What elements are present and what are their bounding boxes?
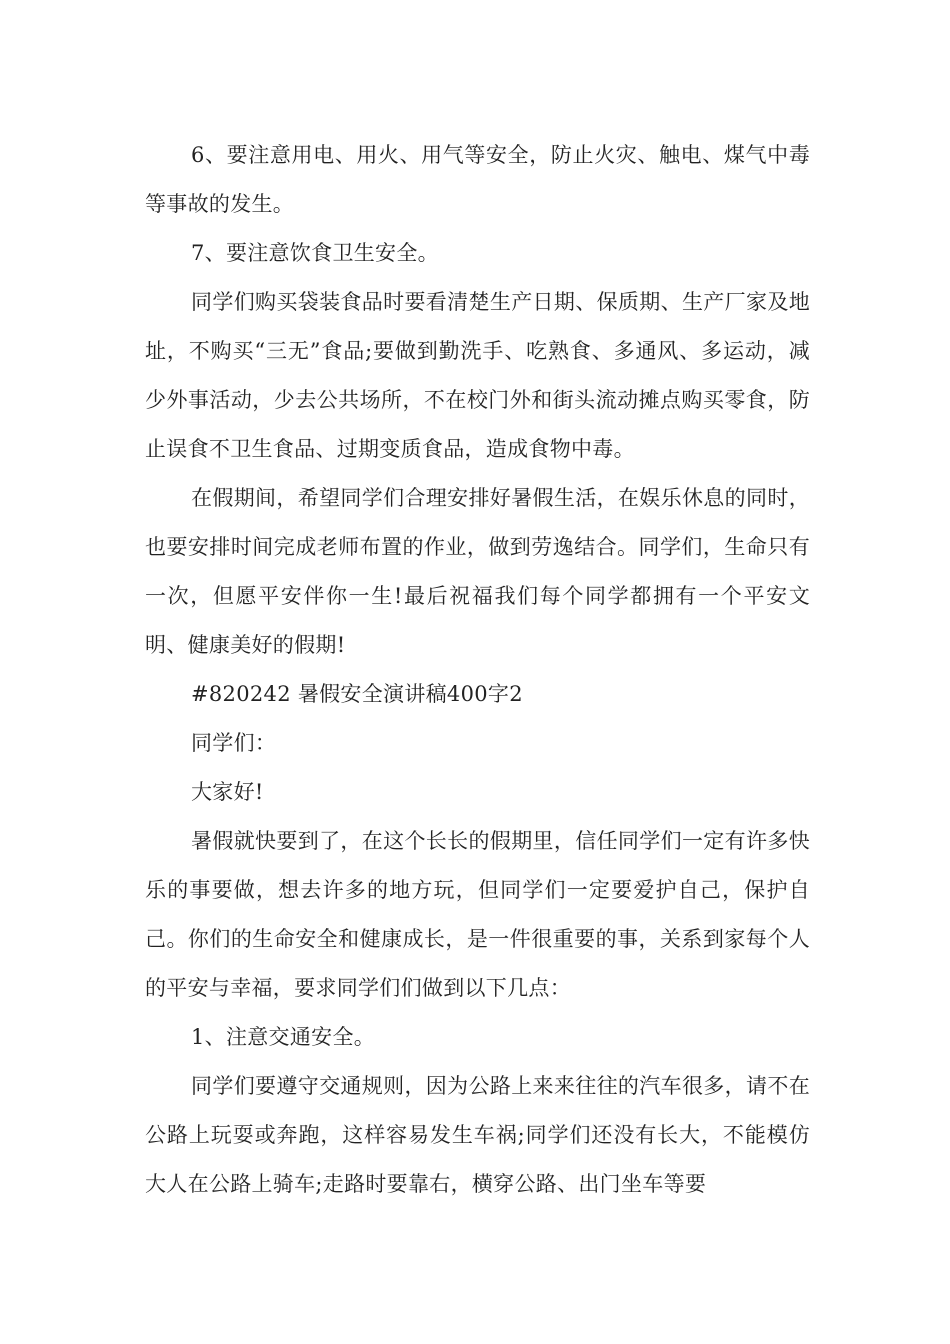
paragraph-holiday-wishes: 在假期间，希望同学们合理安排好暑假生活，在娱乐休息的同时，也要安排时间完成老师布置的作业，做到劳逸结合。同学们，生命只有一次，但愿平安伴你一生!最后祝福我们每个同学都拥有一个平安文明、健康美好的假期! — [145, 486, 810, 657]
document-body — [145, 131, 810, 1209]
paragraph-item-6-safety: 6、要注意用电、用火、用气等安全，防止火灾、触电、煤气中毒等事故的发生。 — [145, 143, 810, 216]
greeting: 大家好! — [191, 780, 264, 804]
paragraph-intro: 暑假就快要到了，在这个长长的假期里，信任同学们一定有许多快乐的事要做，想去许多的地方玩，但同学们一定要爱护自己，保护自己。你们的生命安全和健康成长，是一件很重要的事，关系到家每个人的平安与幸福，要求同学们们做到以下几点： — [145, 829, 810, 1000]
paragraph-item-7-heading: 7、要注意饮食卫生安全。 — [191, 241, 439, 265]
paragraph-item-1-heading: 1、注意交通安全。 — [191, 1025, 376, 1049]
salutation: 同学们： — [191, 731, 277, 755]
paragraph-food-safety: 同学们购买袋装食品时要看清楚生产日期、保质期、生产厂家及地址，不购买“三无”食品;要做到勤洗手、吃熟食、多通风、多运动，减少外事活动，少去公共场所，不在校门外和街头流动摊点购买零食，防止误食不卫生食品、过期变质食品，造成食物中毒。 — [145, 290, 810, 461]
section-title: #820242 暑假安全演讲稿400字2 — [191, 682, 523, 706]
paragraph-traffic-safety: 同学们要遵守交通规则，因为公路上来来往往的汽车很多，请不在公路上玩耍或奔跑，这样容易发生车祸;同学们还没有长大，不能模仿大人在公路上骑车;走路时要靠右，横穿公路、出门坐车等要 — [145, 1074, 810, 1196]
